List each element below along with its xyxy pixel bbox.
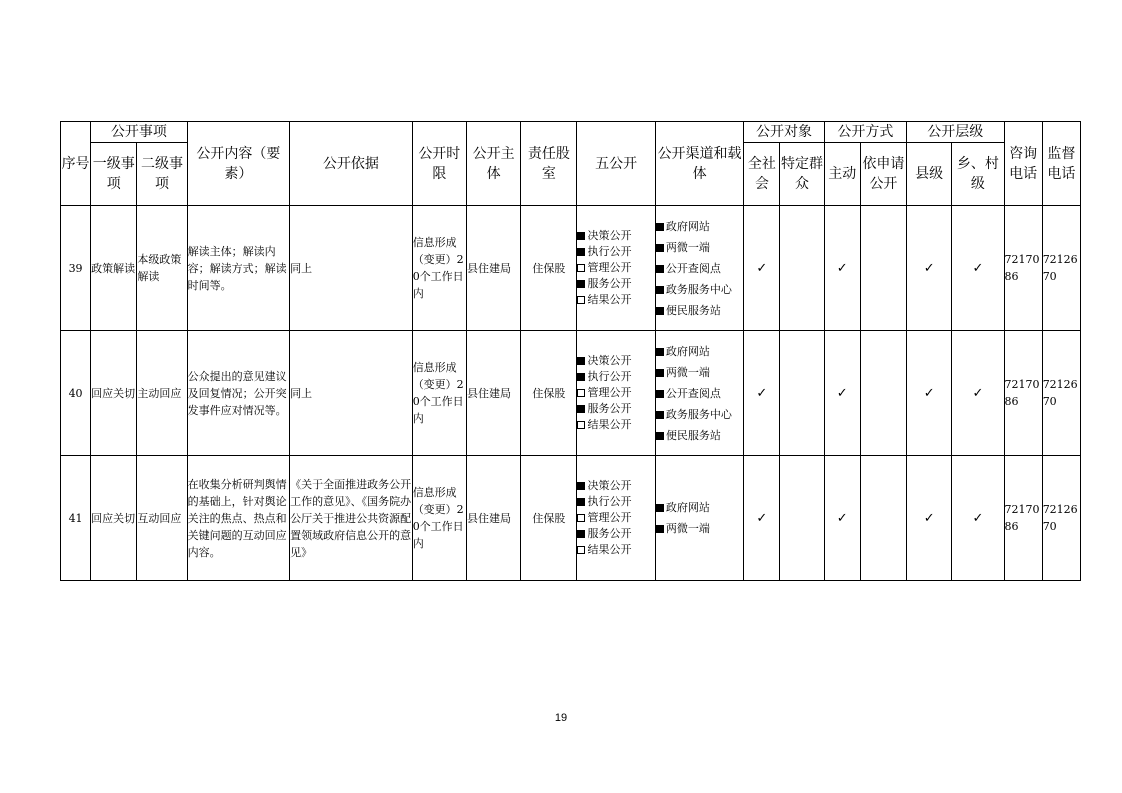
five-item-label: 管理公开 bbox=[587, 386, 632, 399]
unchecked-box-icon bbox=[577, 296, 585, 304]
row-dept: 住保股 bbox=[521, 206, 577, 331]
header-level1: 一级事项 bbox=[91, 143, 137, 206]
channel-label: 两微一端 bbox=[665, 365, 710, 379]
filled-square-icon bbox=[656, 411, 664, 419]
row-level2: 本级政策解读 bbox=[137, 206, 187, 331]
row-channels bbox=[655, 456, 743, 581]
row-method-request bbox=[860, 331, 906, 456]
channel-item bbox=[656, 237, 743, 258]
filled-square-icon bbox=[656, 432, 664, 440]
five-item-label: 执行公开 bbox=[587, 370, 632, 383]
row-dept: 住保股 bbox=[521, 456, 577, 581]
header-subject: 公开主体 bbox=[466, 122, 520, 206]
five-item bbox=[577, 260, 654, 276]
disclosure-table bbox=[60, 121, 1081, 581]
five-item bbox=[577, 369, 654, 385]
row-supervise: 7212670 bbox=[1042, 456, 1080, 581]
five-item bbox=[577, 401, 654, 417]
row-time: 信息形成（变更）20个工作日内 bbox=[412, 206, 466, 331]
filled-square-icon bbox=[656, 223, 664, 231]
checked-box-icon bbox=[577, 405, 585, 413]
header-method-request: 依申请公开 bbox=[860, 143, 906, 206]
row-obj-all: ✓ bbox=[744, 206, 780, 331]
header-time: 公开时限 bbox=[412, 122, 466, 206]
filled-square-icon bbox=[656, 390, 664, 398]
unchecked-box-icon bbox=[577, 389, 585, 397]
five-item-label: 决策公开 bbox=[587, 354, 632, 367]
row-lvl-town: ✓ bbox=[952, 456, 1004, 581]
filled-square-icon bbox=[656, 525, 664, 533]
header-seq: 序号 bbox=[61, 122, 91, 206]
unchecked-box-icon bbox=[577, 264, 585, 272]
five-item bbox=[577, 353, 654, 369]
row-level1: 回应关切 bbox=[91, 456, 137, 581]
five-item-label: 决策公开 bbox=[587, 229, 632, 242]
filled-square-icon bbox=[656, 265, 664, 273]
row-content: 解读主体；解读内容；解读方式；解读时间等。 bbox=[187, 206, 290, 331]
header-supervise: 监督电话 bbox=[1042, 122, 1080, 206]
checked-box-icon bbox=[577, 280, 585, 288]
header-lvl-town: 乡、村级 bbox=[952, 143, 1004, 206]
row-level1: 回应关切 bbox=[91, 331, 137, 456]
row-consult: 7217086 bbox=[1004, 331, 1042, 456]
channel-label: 公开查阅点 bbox=[665, 261, 721, 275]
channel-item bbox=[656, 404, 743, 425]
header-obj-specific: 特定群众 bbox=[780, 143, 824, 206]
row-content: 在收集分析研判舆情的基础上，针对舆论关注的焦点、热点和关键问题的互动回应内容。 bbox=[187, 456, 290, 581]
header-level2: 二级事项 bbox=[137, 143, 187, 206]
channel-label: 两微一端 bbox=[665, 240, 710, 254]
row-method-active: ✓ bbox=[824, 331, 860, 456]
row-method-active: ✓ bbox=[824, 206, 860, 331]
channel-item bbox=[656, 279, 743, 300]
filled-square-icon bbox=[656, 244, 664, 252]
header-method-active: 主动 bbox=[824, 143, 860, 206]
row-method-request bbox=[860, 206, 906, 331]
five-item-label: 服务公开 bbox=[587, 277, 632, 290]
checked-box-icon bbox=[577, 232, 585, 240]
five-item bbox=[577, 385, 654, 401]
row-basis: 《关于全面推进政务公开工作的意见》、《国务院办公厅关于推进公共资源配置领域政府信息公开的意见》 bbox=[290, 456, 413, 581]
row-time: 信息形成（变更）20个工作日内 bbox=[412, 331, 466, 456]
five-item bbox=[577, 526, 654, 542]
channel-label: 便民服务站 bbox=[665, 428, 721, 442]
table-row bbox=[61, 456, 1081, 581]
row-consult: 7217086 bbox=[1004, 456, 1042, 581]
row-time: 信息形成（变更）20个工作日内 bbox=[412, 456, 466, 581]
channel-label: 便民服务站 bbox=[665, 303, 721, 317]
row-lvl-county: ✓ bbox=[907, 206, 952, 331]
header-object-group: 公开对象 bbox=[744, 122, 824, 143]
five-item bbox=[577, 228, 654, 244]
filled-square-icon bbox=[656, 369, 664, 377]
checked-box-icon bbox=[577, 357, 585, 365]
header-consult: 咨询电话 bbox=[1004, 122, 1042, 206]
unchecked-box-icon bbox=[577, 546, 585, 554]
row-lvl-county: ✓ bbox=[907, 456, 952, 581]
five-item-label: 执行公开 bbox=[587, 245, 632, 258]
row-supervise: 7212670 bbox=[1042, 331, 1080, 456]
row-seq: 41 bbox=[61, 456, 91, 581]
filled-square-icon bbox=[656, 286, 664, 294]
five-item-label: 管理公开 bbox=[587, 261, 632, 274]
five-item bbox=[577, 244, 654, 260]
row-five bbox=[577, 331, 655, 456]
channel-label: 两微一端 bbox=[665, 522, 710, 535]
channel-item bbox=[656, 216, 743, 237]
channel-label: 公开查阅点 bbox=[665, 386, 721, 400]
unchecked-box-icon bbox=[577, 514, 585, 522]
channel-label: 政务服务中心 bbox=[665, 282, 732, 296]
five-item-label: 结果公开 bbox=[587, 418, 632, 431]
checked-box-icon bbox=[577, 248, 585, 256]
checked-box-icon bbox=[577, 498, 585, 506]
header-level-group: 公开层级 bbox=[907, 122, 1004, 143]
channel-item bbox=[656, 300, 743, 321]
row-content: 公众提出的意见建议及回复情况；公开突发事件应对情况等。 bbox=[187, 331, 290, 456]
row-lvl-town: ✓ bbox=[952, 331, 1004, 456]
checked-box-icon bbox=[577, 530, 585, 538]
channel-label: 政府网站 bbox=[665, 501, 710, 514]
page-number: 19 bbox=[554, 712, 568, 724]
channel-label: 政府网站 bbox=[665, 344, 710, 358]
channel-item bbox=[656, 497, 743, 518]
row-lvl-town: ✓ bbox=[952, 206, 1004, 331]
five-item-label: 结果公开 bbox=[587, 543, 632, 556]
five-item bbox=[577, 478, 654, 494]
five-item-label: 服务公开 bbox=[587, 527, 632, 540]
table-row bbox=[61, 206, 1081, 331]
header-basis: 公开依据 bbox=[290, 122, 413, 206]
channel-item bbox=[656, 362, 743, 383]
channel-item bbox=[656, 341, 743, 362]
five-item bbox=[577, 276, 654, 292]
row-subject: 县住建局 bbox=[466, 456, 520, 581]
five-item bbox=[577, 417, 654, 433]
five-item bbox=[577, 494, 654, 510]
row-supervise: 7212670 bbox=[1042, 206, 1080, 331]
five-item-label: 管理公开 bbox=[587, 511, 632, 524]
five-item-label: 执行公开 bbox=[587, 495, 632, 508]
row-level2: 互动回应 bbox=[137, 456, 187, 581]
five-item bbox=[577, 510, 654, 526]
filled-square-icon bbox=[656, 504, 664, 512]
header-items-group: 公开事项 bbox=[91, 122, 187, 143]
row-level1: 政策解读 bbox=[91, 206, 137, 331]
row-method-request bbox=[860, 456, 906, 581]
checked-box-icon bbox=[577, 482, 585, 490]
header-obj-all: 全社会 bbox=[744, 143, 780, 206]
row-subject: 县住建局 bbox=[466, 331, 520, 456]
header-channel: 公开渠道和载体 bbox=[655, 122, 743, 206]
row-basis: 同上 bbox=[290, 331, 413, 456]
unchecked-box-icon bbox=[577, 421, 585, 429]
row-five bbox=[577, 206, 655, 331]
row-obj-specific bbox=[780, 331, 824, 456]
table-row bbox=[61, 331, 1081, 456]
filled-square-icon bbox=[656, 348, 664, 356]
channel-item bbox=[656, 518, 743, 539]
row-channels bbox=[655, 206, 743, 331]
channel-item bbox=[656, 258, 743, 279]
five-item-label: 服务公开 bbox=[587, 402, 632, 415]
header-content: 公开内容（要素） bbox=[187, 122, 290, 206]
row-method-active: ✓ bbox=[824, 456, 860, 581]
row-dept: 住保股 bbox=[521, 331, 577, 456]
five-item bbox=[577, 292, 654, 308]
row-subject: 县住建局 bbox=[466, 206, 520, 331]
header-method-group: 公开方式 bbox=[824, 122, 906, 143]
channel-label: 政府网站 bbox=[665, 219, 710, 233]
header-five: 五公开 bbox=[577, 122, 655, 206]
row-five bbox=[577, 456, 655, 581]
row-level2: 主动回应 bbox=[137, 331, 187, 456]
channel-item bbox=[656, 383, 743, 404]
five-item bbox=[577, 542, 654, 558]
row-obj-specific bbox=[780, 206, 824, 331]
row-obj-all: ✓ bbox=[744, 456, 780, 581]
row-basis: 同上 bbox=[290, 206, 413, 331]
channel-item bbox=[656, 425, 743, 446]
checked-box-icon bbox=[577, 373, 585, 381]
row-obj-specific bbox=[780, 456, 824, 581]
header-lvl-county: 县级 bbox=[907, 143, 952, 206]
row-obj-all: ✓ bbox=[744, 331, 780, 456]
row-seq: 40 bbox=[61, 331, 91, 456]
header-dept: 责任股室 bbox=[521, 122, 577, 206]
filled-square-icon bbox=[656, 307, 664, 315]
five-item-label: 决策公开 bbox=[587, 479, 632, 492]
row-seq: 39 bbox=[61, 206, 91, 331]
row-channels bbox=[655, 331, 743, 456]
channel-label: 政务服务中心 bbox=[665, 407, 732, 421]
row-lvl-county: ✓ bbox=[907, 331, 952, 456]
five-item-label: 结果公开 bbox=[587, 293, 632, 306]
row-consult: 7217086 bbox=[1004, 206, 1042, 331]
